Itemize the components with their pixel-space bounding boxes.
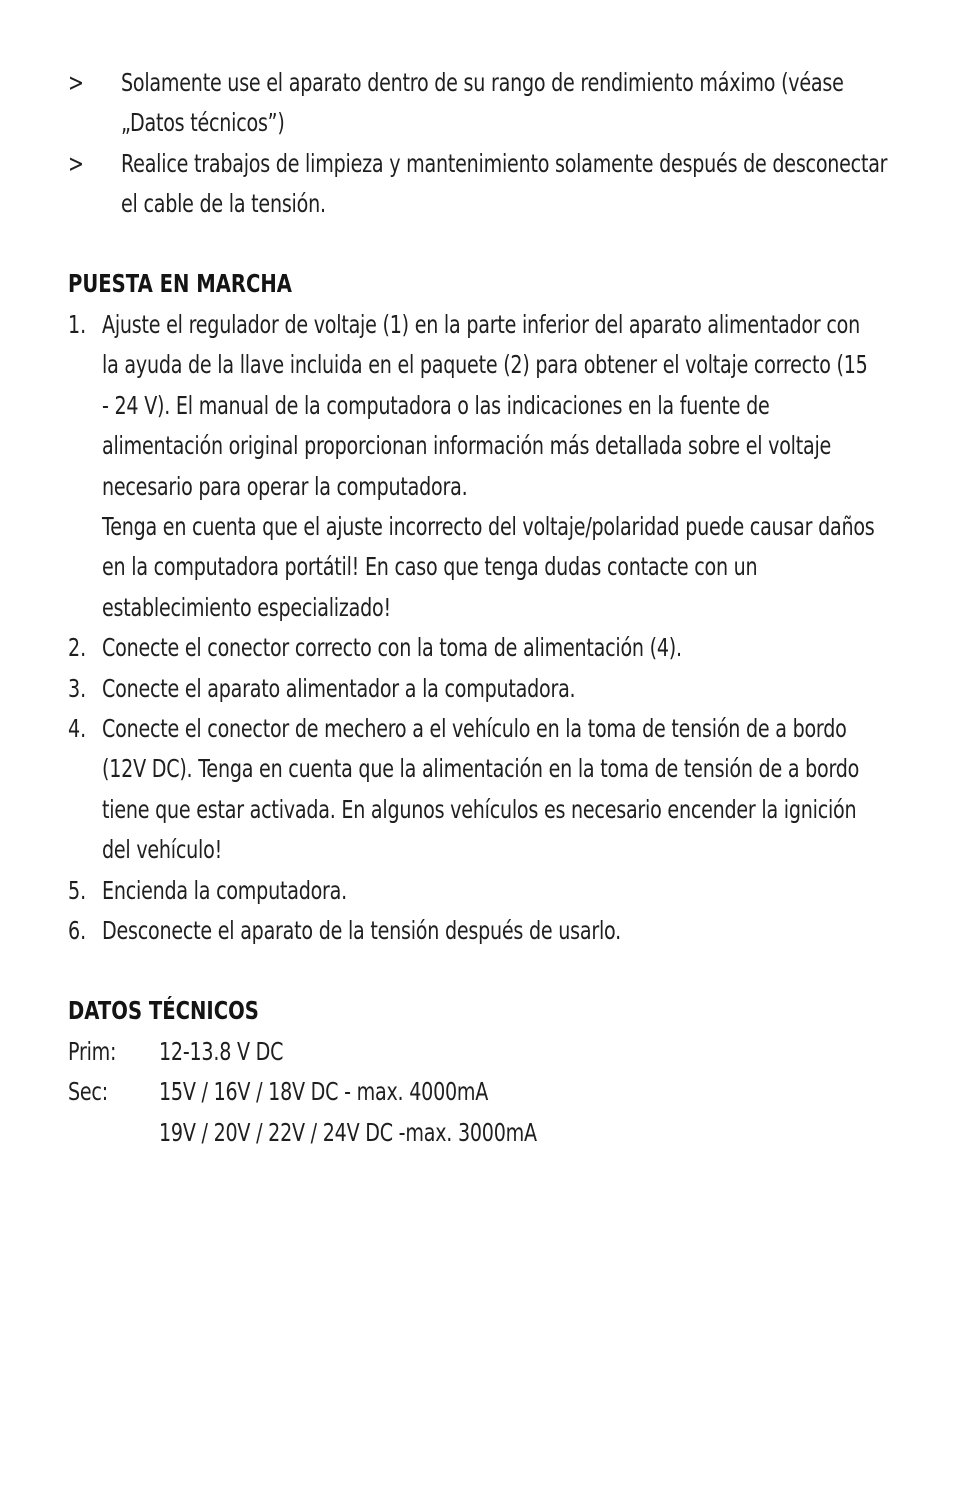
step-text-line: en la computadora portátil! En caso que tenga dudas contacte con un: [102, 552, 758, 581]
step-text-line: - 24 V). El manual de la computadora o las indicaciones en la fuente de: [102, 391, 770, 420]
step-text-line: del vehículo!: [102, 835, 222, 864]
spec-value: 12-13.8 V DC: [159, 1037, 284, 1066]
step-number: 3.: [68, 674, 87, 703]
step-text-line: Conecte el aparato alimentador a la computadora.: [102, 674, 576, 703]
bullet-text-line: Solamente use el aparato dentro de su rango de rendimiento máximo (véase: [121, 68, 844, 97]
step-text-line: tiene que estar activada. En algunos vehículos es necesario encender la ignición: [102, 795, 857, 824]
bullet-marker: >: [68, 68, 85, 97]
step-number: 2.: [68, 633, 87, 662]
bullet-text-line: „Datos técnicos”): [121, 108, 285, 137]
spec-value: 15V / 16V / 18V DC - max. 4000mA: [159, 1077, 489, 1106]
bullet-text-line: el cable de la tensión.: [121, 189, 326, 218]
step-text-line: necesario para operar la computadora.: [102, 472, 468, 501]
step-number: 6.: [68, 916, 87, 945]
step-text-line: Ajuste el regulador de voltaje (1) en la parte inferior del aparato alimentador con: [102, 310, 860, 339]
step-text-line: Conecte el conector correcto con la toma de alimentación (4).: [102, 633, 682, 662]
step-text-line: Tenga en cuenta que el ajuste incorrecto del voltaje/polaridad puede causar daños: [102, 512, 875, 541]
step-text-line: establecimiento especializado!: [102, 593, 391, 622]
step-number: 4.: [68, 714, 87, 743]
section-heading-datos: DATOS TÉCNICOS: [68, 996, 259, 1025]
step-text-line: (12V DC). Tenga en cuenta que la alimentación en la toma de tensión de a bordo: [102, 754, 860, 783]
spec-label: Sec:: [68, 1077, 108, 1106]
bullet-marker: >: [68, 149, 85, 178]
step-text-line: Conecte el conector de mechero a el vehículo en la toma de tensión de a bordo: [102, 714, 847, 743]
step-text-line: alimentación original proporcionan información más detallada sobre el voltaje: [102, 431, 832, 460]
step-number: 1.: [68, 310, 87, 339]
spec-value: 19V / 20V / 22V / 24V DC -max. 3000mA: [159, 1118, 537, 1147]
step-text-line: Encienda la computadora.: [102, 876, 347, 905]
step-text-line: Desconecte el aparato de la tensión después de usarlo.: [102, 916, 621, 945]
spec-label: Prim:: [68, 1037, 117, 1066]
step-text-line: la ayuda de la llave incluida en el paquete (2) para obtener el voltaje correcto (15: [102, 350, 868, 379]
step-number: 5.: [68, 876, 87, 905]
section-heading-puesta: PUESTA EN MARCHA: [68, 269, 292, 298]
bullet-text-line: Realice trabajos de limpieza y mantenimiento solamente después de desconectar: [121, 149, 888, 178]
